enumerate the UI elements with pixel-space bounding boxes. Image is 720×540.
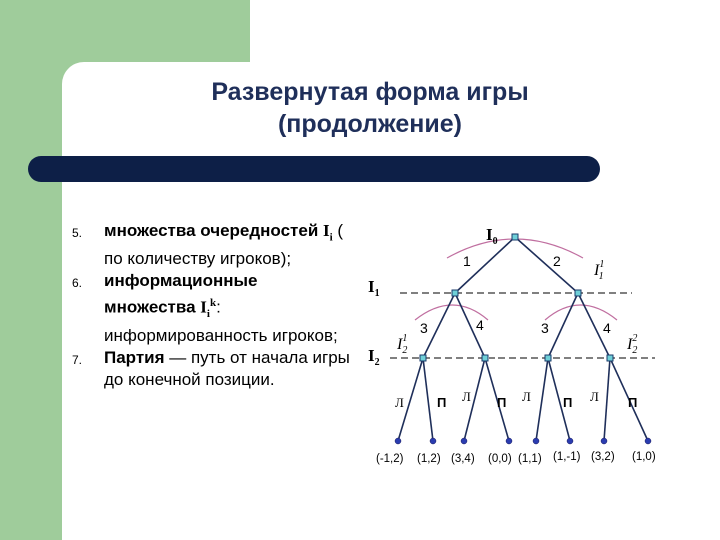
edge-label-l1-right-b: 4	[603, 320, 611, 336]
info-set-left-label: $I^1$ 2	[397, 333, 408, 356]
edge-label-l1-left-b: 4	[476, 317, 484, 333]
list-text: множества очередностей	[104, 221, 323, 240]
payoff-1: (-1,2)	[376, 453, 404, 465]
math-superscript: k	[209, 297, 217, 310]
list-number: 7.	[72, 353, 83, 368]
list-text: — путь от начала игры до конечной позиции.	[104, 348, 350, 390]
leaf-action-8: П	[628, 395, 638, 410]
leaf-node-7	[601, 438, 607, 444]
level1-label: $I_1$	[368, 277, 380, 299]
edge-l1-ll	[423, 293, 455, 358]
payoff-8: (1,0)	[632, 451, 656, 463]
title-line-2: (продолжение)	[277, 110, 463, 138]
math-subscript: i	[206, 308, 210, 321]
list-text: ( по количеству игроков);	[104, 221, 344, 269]
leaf-action-5: Л	[522, 389, 531, 404]
node-l2-4	[607, 355, 613, 361]
payoff-7: (3,2)	[591, 451, 615, 463]
info-set-right-label: $I^2$ 2	[627, 333, 638, 356]
payoff-4: (0,0)	[488, 453, 512, 465]
leaf-action-4: П	[497, 395, 507, 410]
payoff-5: (1,1)	[518, 453, 542, 465]
edge-l1-rl	[548, 293, 578, 358]
list-number: 5.	[72, 226, 83, 240]
list-text: информационные множества	[104, 271, 258, 318]
edge-label-l1-left-a: 3	[420, 320, 428, 336]
list-text: : информированность игроков;	[104, 298, 338, 346]
leaf-node-2	[430, 438, 436, 444]
list-number: 6.	[72, 276, 83, 291]
leaf-node-1	[395, 438, 401, 444]
node-l1-left	[452, 290, 458, 296]
leaf-node-3	[461, 438, 467, 444]
leaf-action-1: Л	[395, 395, 404, 410]
edge-label-l1-right-a: 3	[541, 320, 549, 336]
leaf-action-3: Л	[462, 389, 471, 404]
leaf-node-8	[645, 438, 651, 444]
root-label: $I_0$	[486, 225, 498, 247]
payoff-2: (1,2)	[417, 453, 441, 465]
leaf-action-6: П	[563, 395, 573, 410]
math-subscript: i	[329, 231, 333, 244]
edge-leaf-7	[604, 358, 610, 441]
edge-label-root-left: 1	[463, 253, 471, 269]
edge-label-root-right: 2	[553, 253, 561, 269]
node-l2-3	[545, 355, 551, 361]
leaf-action-2: П	[437, 395, 447, 410]
edge-leaf-5	[536, 358, 548, 441]
level2-label: $I_2$	[368, 346, 380, 368]
edge-root-right	[515, 237, 578, 293]
math-symbol: I	[323, 221, 330, 240]
leaf-node-6	[567, 438, 573, 444]
edge-leaf-2	[423, 358, 433, 441]
title-line-1: Развернутая форма игры	[211, 78, 529, 106]
payoff-6: (1,-1)	[553, 451, 581, 463]
arc-right-1	[545, 305, 617, 320]
list-bold-text: Партия	[104, 348, 165, 368]
leaf-node-4	[506, 438, 512, 444]
node-l2-1	[420, 355, 426, 361]
info-set-top-label: $I^1$ 1	[594, 259, 604, 282]
leaf-node-5	[533, 438, 539, 444]
leaf-action-7: Л	[590, 389, 599, 404]
payoff-3: (3,4)	[451, 453, 475, 465]
node-l1-right	[575, 290, 581, 296]
node-l2-2	[482, 355, 488, 361]
root-node	[512, 234, 518, 240]
math-symbol: I	[200, 298, 207, 318]
